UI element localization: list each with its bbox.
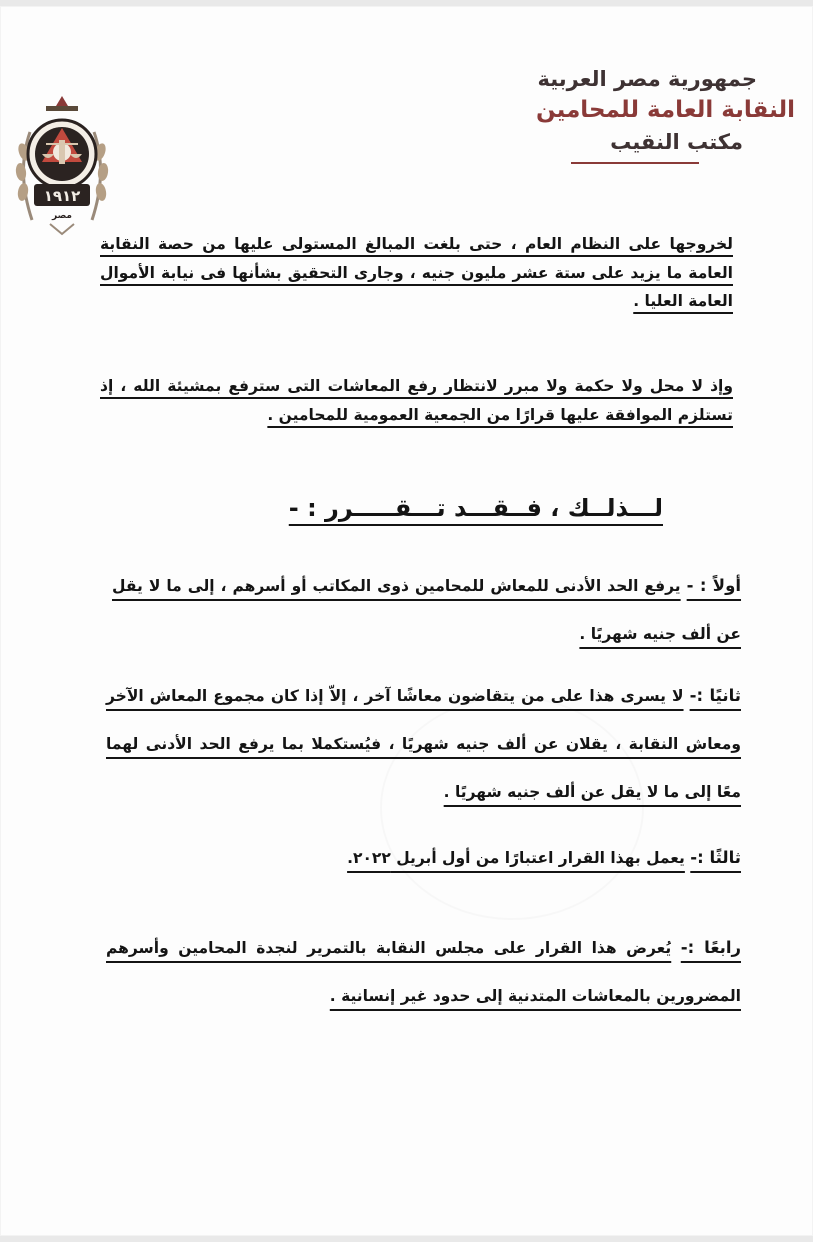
letterhead-syndicate: النقابة العامة للمحامين	[535, 97, 795, 123]
syndicate-emblem-icon	[10, 92, 114, 238]
item-text-first: يرفع الحد الأدنى للمعاش للمحامين ذوى المكاتب أو أسرهم ، إلى ما لا يقل عن ألف جنيه شهريًا .	[112, 577, 741, 643]
decision-heading	[100, 488, 733, 528]
letterhead	[495, 64, 795, 164]
decree-item-first	[106, 562, 741, 658]
item-label-second: ثانيًا :-	[689, 686, 741, 705]
item-text-third: يعمل بهذا القرار اعتبارًا من أول أبريل ٢٠٢٢.	[347, 849, 685, 867]
letterhead-divider	[571, 162, 699, 164]
paragraph-public-funds	[100, 230, 733, 316]
letterhead-country: جمهورية مصر العربية	[537, 67, 757, 91]
emblem-country-text: مصر	[51, 211, 73, 221]
item-label-third: ثالثًا :-	[690, 848, 741, 867]
item-label-first: أولاً : -	[686, 576, 742, 595]
decree-item-fourth	[106, 924, 741, 1020]
paragraph-pension-wait	[100, 372, 733, 429]
paragraph-pension-wait-text: وإذ لا محل ولا حكمة ولا مبرر لانتظار رفع المعاشات التى سترفع بمشيئة الله ، إذ تستلزم الموافقة عليها قرارًا من الجمعية العمومية للمحامين .	[100, 377, 733, 424]
item-text-fourth: يُعرض هذا القرار على مجلس النقابة بالتمرير لنجدة المحامين وأسرهم المضرورين بالمعاشات المتدنية إلى حدود غير إنسانية .	[106, 939, 741, 1005]
item-text-second: لا يسرى هذا على من يتقاضون معاشًا آخر ، إلاّ إذا كان مجموع المعاش الآخر ومعاش النقابة ، يقلان عن ألف جنيه شهريًا ، فيُستكملا بما يرفع الحد الأدنى لهما معًا إلى ما لا يقل عن ألف جنيه شهريًا .	[106, 687, 741, 801]
emblem-year-text: ١٩١٢	[43, 187, 81, 205]
decree-item-second	[106, 672, 741, 816]
document-page	[0, 6, 813, 1236]
decree-item-third	[106, 834, 741, 882]
item-label-fourth: رابعًا :-	[680, 938, 741, 957]
paragraph-public-funds-text: لخروجها على النظام العام ، حتى بلغت المبالغ المستولى عليها من حصة النقابة العامة ما يزيد على ستة عشر مليون جنيه ، وجارى التحقيق بشأنها فى نيابة الأموال العامة العليا .	[100, 235, 733, 310]
letterhead-office: مكتب النقيب	[610, 130, 743, 154]
decision-heading-text: لـــذلــك ، فــقـــد تـــقـــــرر : -	[288, 494, 663, 522]
